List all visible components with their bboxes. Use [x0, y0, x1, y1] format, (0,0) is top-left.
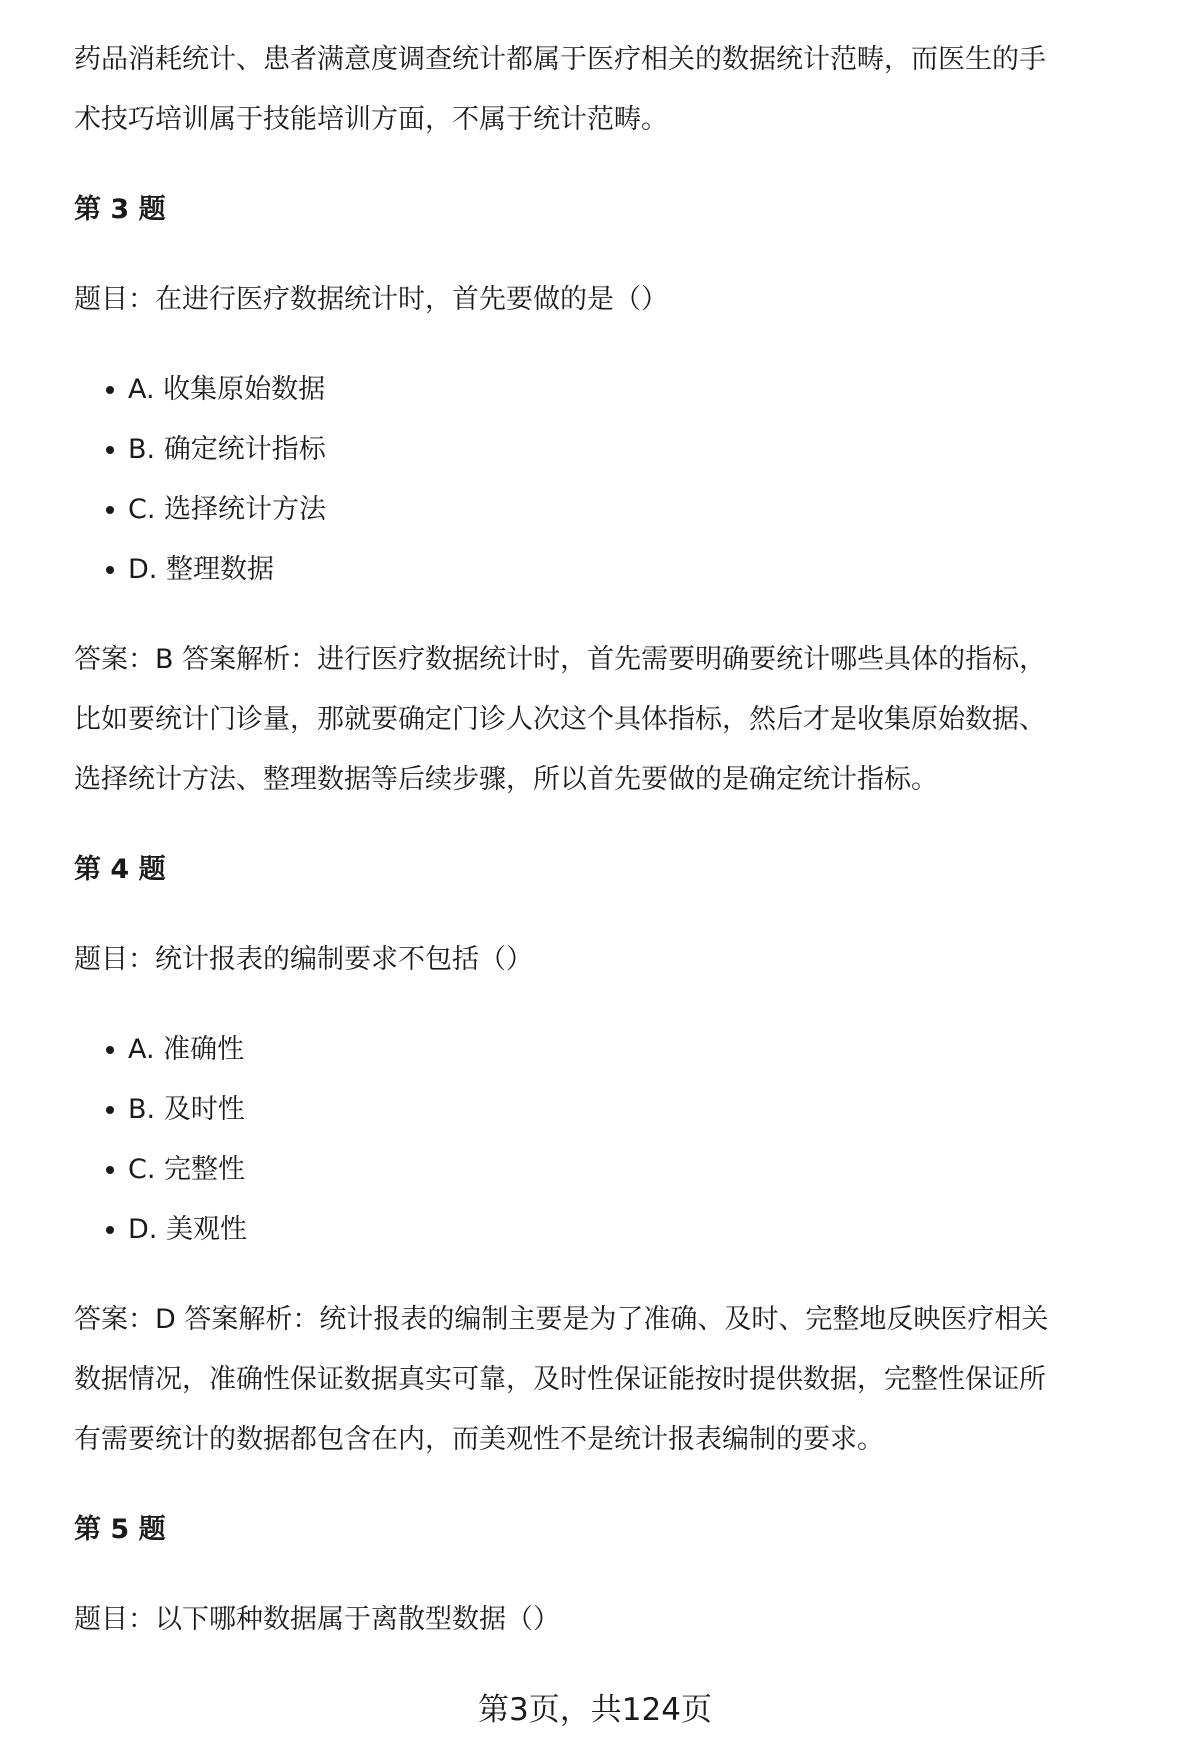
bullet-icon	[106, 1166, 114, 1174]
bullet-icon	[106, 386, 114, 394]
question-3-text: 题目：在进行医疗数据统计时，首先要做的是（）	[74, 284, 668, 315]
intro-line-1: 药品消耗统计、患者满意度调查统计都属于医疗相关的数据统计范畴，而医生的手	[74, 44, 1046, 75]
question-3-answer-line-1: 答案：B 答案解析：进行医疗数据统计时，首先需要明确要统计哪些具体的指标，	[74, 644, 1047, 675]
bullet-icon	[106, 1106, 114, 1114]
question-3-option-c: C. 选择统计方法	[128, 480, 1158, 540]
question-5-title: 第 5 题	[74, 1514, 166, 1545]
question-3-options	[74, 360, 1158, 600]
question-4-option-a: A. 准确性	[128, 1020, 1158, 1080]
question-4-answer-line-2: 数据情况，准确性保证数据真实可靠，及时性保证能按时提供数据，完整性保证所	[74, 1364, 1046, 1395]
question-4-options	[74, 1020, 1158, 1260]
question-4-option-b: B. 及时性	[128, 1080, 1158, 1140]
page-number-footer: 第3页，共124页	[478, 1692, 712, 1728]
bullet-icon	[106, 1046, 114, 1054]
question-4-option-d: D. 美观性	[128, 1200, 1158, 1260]
question-5-text: 题目：以下哪种数据属于离散型数据（）	[74, 1604, 560, 1635]
question-3-title: 第 3 题	[74, 194, 166, 225]
question-3-option-a: A. 收集原始数据	[128, 360, 1158, 420]
question-4-text: 题目：统计报表的编制要求不包括（）	[74, 944, 533, 975]
question-4-title: 第 4 题	[74, 854, 166, 885]
question-4-answer-line-1: 答案：D 答案解析：统计报表的编制主要是为了准确、及时、完整地反映医疗相关	[74, 1304, 1049, 1335]
question-3-option-d: D. 整理数据	[128, 540, 1158, 600]
bullet-icon	[106, 1226, 114, 1234]
bullet-icon	[106, 566, 114, 574]
bullet-icon	[106, 506, 114, 514]
question-3-option-b: B. 确定统计指标	[128, 420, 1158, 480]
question-3-answer-line-2: 比如要统计门诊量，那就要确定门诊人次这个具体指标，然后才是收集原始数据、	[74, 704, 1046, 735]
question-4-answer-line-3: 有需要统计的数据都包含在内，而美观性不是统计报表编制的要求。	[74, 1424, 884, 1455]
question-4-option-c: C. 完整性	[128, 1140, 1158, 1200]
question-3-answer-line-3: 选择统计方法、整理数据等后续步骤，所以首先要做的是确定统计指标。	[74, 764, 938, 795]
intro-line-2: 术技巧培训属于技能培训方面，不属于统计范畴。	[74, 104, 668, 135]
bullet-icon	[106, 446, 114, 454]
